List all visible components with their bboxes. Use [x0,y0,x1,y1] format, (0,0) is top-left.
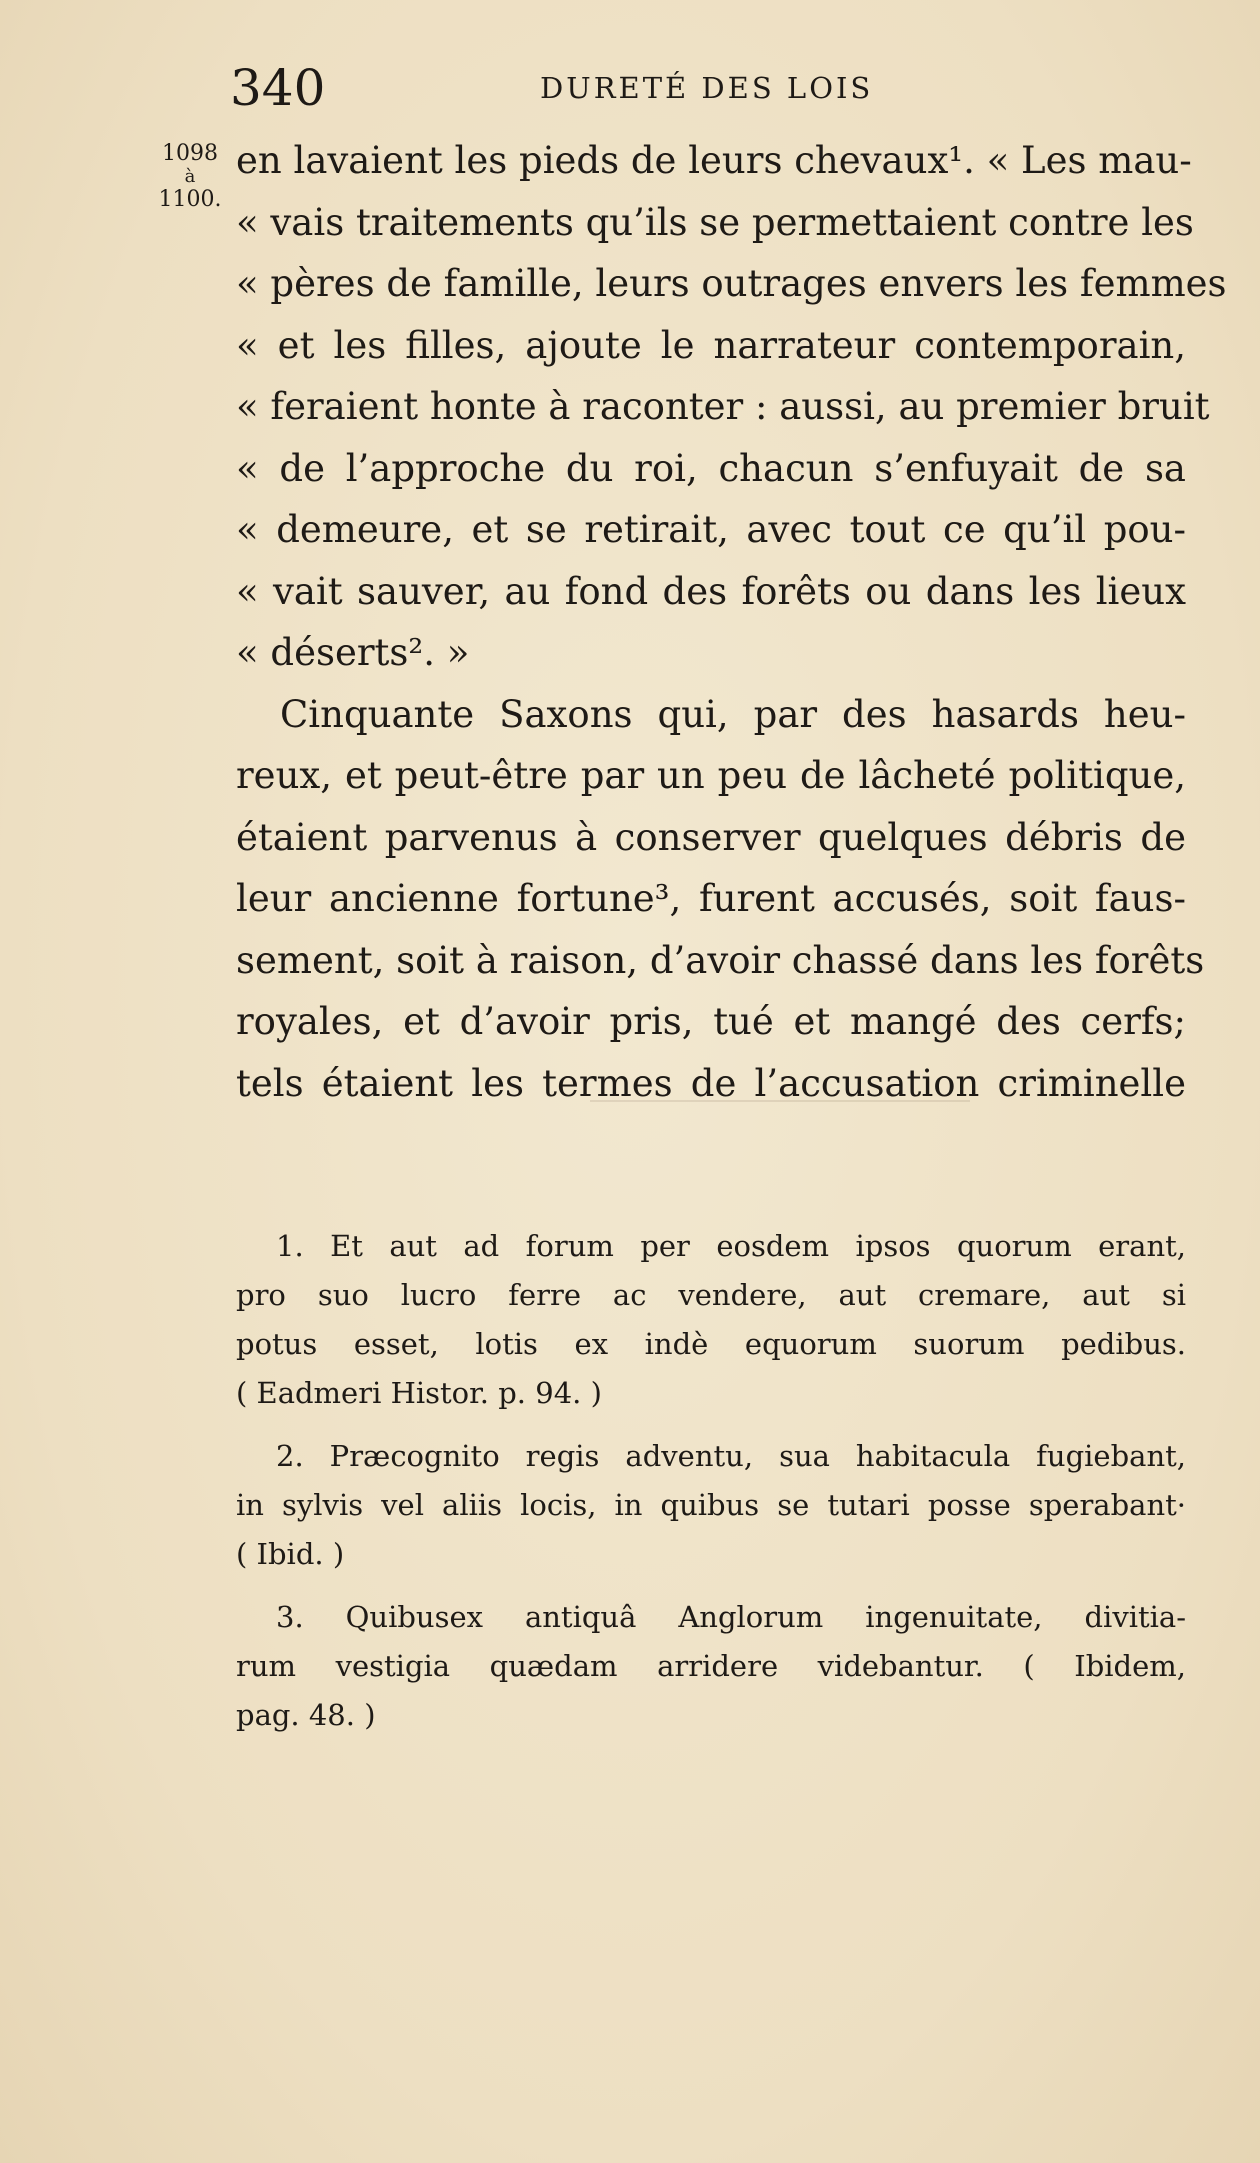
footnote-2 [236,1432,1186,1579]
margin-date [150,140,230,214]
paragraph-start-line: Cinquante Saxons qui, par des hasards heu- [280,692,1186,736]
running-title: DURETÉ DES LOIS [540,71,874,105]
footnote-line: 3. Quibusex antiquâ Anglorum ingenuitate, divitia- [276,1600,1186,1634]
body-line: étaient parvenus à conserver quelques débris de [236,815,1186,859]
body-line: « déserts². » [236,631,470,674]
body-text [236,130,1227,1114]
body-line: tels étaient les termes de l’accusation criminelle [236,1061,1186,1105]
body-line: « vais traitements qu’ils se permettaient contre les [236,200,1194,244]
body-line: leur ancienne fortune³, furent accusés, soit faus- [236,877,1186,920]
body-line: « pères de famille, leurs outrages envers les femmes [236,262,1227,305]
footnote-line: 1. Et aut ad forum per eosdem ipsos quorum erant, [276,1229,1186,1263]
footnote-3 [236,1593,1186,1740]
margin-date-start: 1098 [162,141,218,166]
running-head [230,58,1010,118]
body-line: en lavaient les pieds de leurs chevaux¹. « Les mau- [236,139,1192,182]
margin-date-end: 1100. [158,187,222,212]
body-line: « de l’approche du roi, chacun s’enfuyait de sa [236,446,1186,490]
page-number: 340 [230,59,326,117]
footnote-line: potus esset, lotis ex indè equorum suorum pedibus. [236,1327,1186,1361]
footnote-line: in sylvis vel aliis locis, in quibus se tutari posse sperabant· [236,1488,1186,1522]
footnote-line: ( Ibid. ) [236,1537,345,1571]
body-line: « et les filles, ajoute le narrateur contemporain, [236,323,1186,367]
footnotes [236,1222,1186,1754]
body-line: royales, et d’avoir pris, tué et mangé des cerfs; [236,1000,1186,1043]
body-line: sement, soit à raison, d’avoir chassé dans les forêts [236,938,1205,982]
body-line: « feraient honte à raconter : aussi, au premier bruit [236,385,1210,428]
footnote-line: pag. 48. ) [236,1698,376,1732]
margin-date-separator: à [184,166,196,187]
footnote-line: ( Eadmeri Histor. p. 94. ) [236,1376,602,1410]
footnote-1 [236,1222,1186,1418]
footnote-line: pro suo lucro ferre ac vendere, aut cremare, aut si [236,1278,1186,1312]
body-line: « demeure, et se retirait, avec tout ce qu’il pou- [236,508,1186,551]
body-line: « vait sauver, au fond des forêts ou dans les lieux [236,569,1186,613]
body-line: reux, et peut-être par un peu de lâcheté politique, [236,754,1186,797]
footnote-line: 2. Præcognito regis adventu, sua habitacula fugiebant, [276,1439,1186,1473]
faint-pencil-mark [590,1100,970,1102]
footnote-line: rum vestigia quædam arridere videbantur. ( Ibidem, [236,1649,1186,1683]
